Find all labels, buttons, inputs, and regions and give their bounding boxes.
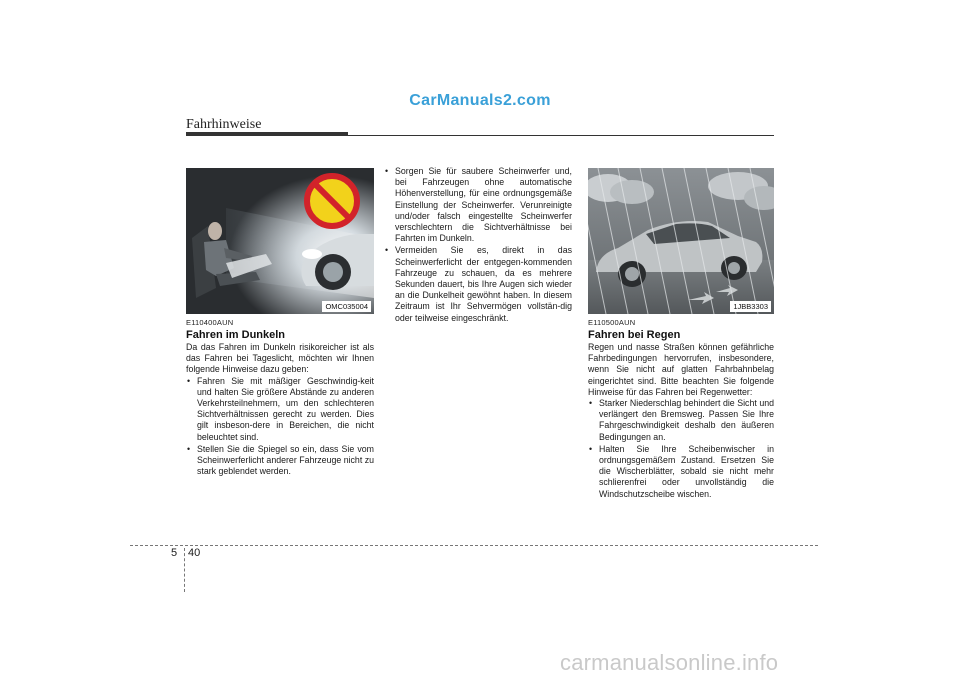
night-driving-illustration [186,168,374,314]
night-driving-continued [384,166,572,325]
footer-watermark: carmanualsonline.info [560,650,779,675]
chapter-number: 5 [171,547,178,559]
list-item: • Stellen Sie die Spiegel so ein, dass Sie vom Scheinwerferlicht anderer Fahrzeuge nicht zu stark geblendet werden. [186,444,374,478]
section-title: Fahrhinweise [186,117,262,132]
image-label: 1JBB3303 [730,301,771,312]
list-item: • Starker Niederschlag behindert die Sicht und verlängert den Bremsweg. Passen Sie Ihre Fahrgeschwindigkeit deshalb den äußeren Bedingungen an. [588,398,774,443]
rain-driving-illustration [588,168,774,314]
section-intro: Regen und nasse Straßen können gefährliche Fahrbedingungen hervorrufen, insbesondere, wenn Sie nicht auf glatten Fahrbahnbelag eingerichtet sind. Bitte beachten Sie folgende Hinweise für das Fahren bei Regenwetter: [588,342,774,397]
footer-rule [130,545,818,546]
image-label: OMC035004 [322,301,371,312]
header-rule-thin [186,135,774,136]
rain-driving-section [588,318,774,501]
top-watermark: CarManuals2.com [409,92,551,109]
page-number: 40 [188,547,201,559]
page-number-divider [184,548,185,592]
list-item: • Halten Sie Ihre Scheibenwischer in ordnungsgemäßem Zustand. Ersetzen Sie die Wischerblätter, sobald sie nicht mehr schlierenfrei oder unvollständig die Windschutzscheibe wischen. [588,444,774,500]
section-code: E110500AUN [588,318,636,327]
section-heading: Fahren im Dunkeln [186,329,286,341]
list-item: • Vermeiden Sie es, direkt in das Scheinwerferlicht der entgegen-kommenden Fahrzeuge zu schauen, da es mehrere Sekunden dauert, bis Ihre Augen sich wieder an die Dunkelheit gewöhnt haben. In diesem Zeitraum ist Ihr Sehvermögen vollstän-dig oder teilweise eingeschränkt. [384,245,572,323]
rain-driving-drawing [588,168,774,314]
list-item: • Sorgen Sie für saubere Scheinwerfer und, bei Fahrzeugen ohne automatische Höhenverstellung, für eine ordnungsgemäße Einstellung der Scheinwerfer. Verunreinigte und/oder falsch eingestellte Scheinwerfer verschlechtern die Sichtverhältnisse bei Fahrten im Dunkeln. [384,166,572,244]
section-heading: Fahren bei Regen [588,329,681,341]
no-sign-icon [307,176,357,226]
night-driving-section [186,318,374,478]
night-driving-drawing [186,168,374,314]
section-code: E110400AUN [186,318,234,327]
list-item: • Fahren Sie mit mäßiger Geschwindig-keit und halten Sie größere Abstände zu anderen Verkehrsteilnehmern, um den schlechteren Sichtverhältnissen gerecht zu werden. Dies gilt insbeson-dere in Bereichen, die nicht beleuchtet sind. [186,376,374,443]
section-intro: Da das Fahren im Dunkeln risikoreicher ist als das Fahren bei Tageslicht, möchten wir Ihnen folgende Hinweise dazu geben: [186,342,374,375]
